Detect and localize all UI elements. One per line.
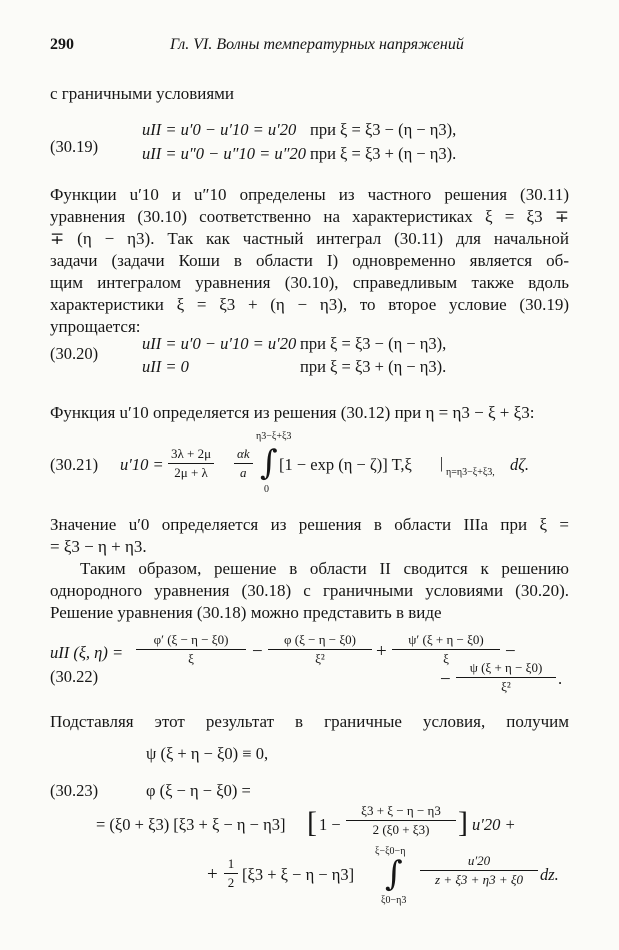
equation-line: uII = u′0 − u′10 = u′20 [142,120,297,139]
fraction-bar [268,649,372,650]
integral-sign: ∫ [260,443,278,483]
fraction-lambda-mu [168,446,214,481]
fraction-half [224,856,238,891]
fraction-bar [136,649,246,650]
fraction-denominator: 2 (ξ0 + ξ3) [372,822,430,837]
left-bracket: [ [307,806,317,839]
equation-condition: при ξ = ξ3 + (η − η3). [300,357,447,376]
text-line: щим интегралом уравнения (30.10), справедливым также вдоль [50,273,569,292]
equation-tag: (30.23) [50,781,99,800]
minus-sign: − [440,669,451,690]
minus-sign: − [252,641,263,662]
equation-tag: (30.20) [50,344,99,363]
equation-tag: (30.19) [50,137,99,156]
evaluation-point: η=η3−ξ+ξ3, [446,467,495,478]
fraction-psi [456,660,556,695]
equation-term: [ξ3 + ξ − η − η3] [242,865,355,884]
equation-lhs: u′10 = [120,455,164,474]
fraction-numerator: ξ3 + ξ − η − η3 [361,803,441,818]
equation-line: uII = 0 [142,357,189,376]
equation-condition: при ξ = ξ3 − (η − η3), [310,120,457,139]
fraction-denominator: ξ [188,651,194,666]
text-line: уравнения (30.10) соответственно на характеристиках ξ = ξ3 ∓ [50,207,569,226]
differential: dz. [540,865,559,884]
text-line: Функции u′10 и u″10 определены из частного решения (30.11) [50,185,569,204]
equation-line: ψ (ξ + η − ξ0) ≡ 0, [146,744,269,763]
equation-term: u′20 + [472,815,516,834]
fraction-numerator: αk [237,446,250,461]
evaluation-bar: | [440,455,444,472]
integral-upper-limit: ξ−ξ0−η [375,846,406,857]
fraction-numerator: ψ′ (ξ + η − ξ0) [408,632,484,647]
text-line: однородного уравнения (30.18) с граничными условиями (30.20). [50,581,569,600]
fraction-numerator: u′20 [467,853,491,868]
text-line: Решение уравнения (30.18) можно представить в виде [50,603,442,622]
fraction-bar [456,677,556,678]
running-title: Гл. VI. Волны температурных напряжений [170,36,464,53]
equation-line: = (ξ0 + ξ3) [ξ3 + ξ − η − η3] [96,815,286,834]
text-line: = ξ3 − η + η3. [50,537,147,556]
right-bracket: ] [458,806,468,839]
fraction-alpha-k [234,446,253,481]
fraction-bracket [346,803,456,838]
equation-tag: (30.21) [50,455,99,474]
fraction-bar [168,463,214,464]
integral-lower-limit: 0 [264,484,269,495]
fraction-denominator: z + ξ3 + η3 + ξ0 [435,872,523,887]
period: . [558,669,563,688]
fraction-bar [392,649,500,650]
equation-condition: при ξ = ξ3 − (η − η3), [300,334,447,353]
fraction-phi [268,632,372,667]
equation-line: uII = u″0 − u″10 = u″20 [142,144,307,163]
intro-line: с граничными условиями [50,84,235,103]
fraction-phi-prime [136,632,246,667]
fraction-integrand [420,853,538,888]
fraction-denominator: ξ² [501,679,511,694]
integrand: [1 − exp (η − ζ)] T,ξ [279,455,412,474]
fraction-denominator: 2 [227,875,235,890]
text-line: упрощается: [50,317,141,336]
text-line: Значение u′0 определяется из решения в области IIIa при ξ = [50,515,569,534]
plus-sign: + [376,641,387,662]
minus-sign: − [505,641,516,662]
fraction-denominator: 2μ + λ [174,465,208,480]
integral-lower-limit: ξ0−η3 [381,895,407,906]
fraction-bar [224,873,238,874]
fraction-numerator: ψ (ξ + η − ξ0) [469,660,543,675]
text-line: характеристики ξ = ξ3 + (η − η3), то второе условие (30.19) [50,295,569,314]
paragraph-substituting: Подставляя этот результат в граничные условия, получим [50,712,569,731]
equation-line: uII = u′0 − u′10 = u′20 [142,334,297,353]
integral-sign: ∫ [385,854,403,894]
text-line: ∓ (η − η3). Так как частный интеграл (30.11) для начальной [50,229,569,248]
paragraph-function-u10: Функция u′10 определяется из решения (30.12) при η = η3 − ξ + ξ3: [50,403,535,422]
fraction-denominator: ξ² [315,651,325,666]
plus-sign: + [207,864,218,885]
equation-tag: (30.22) [50,667,99,686]
text-line: Таким образом, решение в области II сводится к решению [80,559,569,578]
equation-lhs: uII (ξ, η) = [50,643,124,662]
fraction-denominator: ξ [443,651,449,666]
page-number: 290 [50,36,74,53]
differential: dζ. [510,455,530,474]
fraction-numerator: 1 [227,856,235,871]
equation-condition: при ξ = ξ3 + (η − η3). [310,144,457,163]
fraction-bar [420,870,538,871]
fraction-numerator: φ (ξ − η − ξ0) [284,632,356,647]
one: 1 − [319,815,341,834]
text-line: задачи (задачи Коши в области I) одновременно является об- [50,251,569,270]
fraction-numerator: φ′ (ξ − η − ξ0) [153,632,229,647]
fraction-numerator: 3λ + 2μ [171,446,212,461]
fraction-bar [346,820,456,821]
fraction-denominator: a [240,465,247,480]
integral-upper-limit: η3−ξ+ξ3 [256,431,292,442]
equation-line: φ (ξ − η − ξ0) = [146,781,251,800]
fraction-bar [234,463,253,464]
